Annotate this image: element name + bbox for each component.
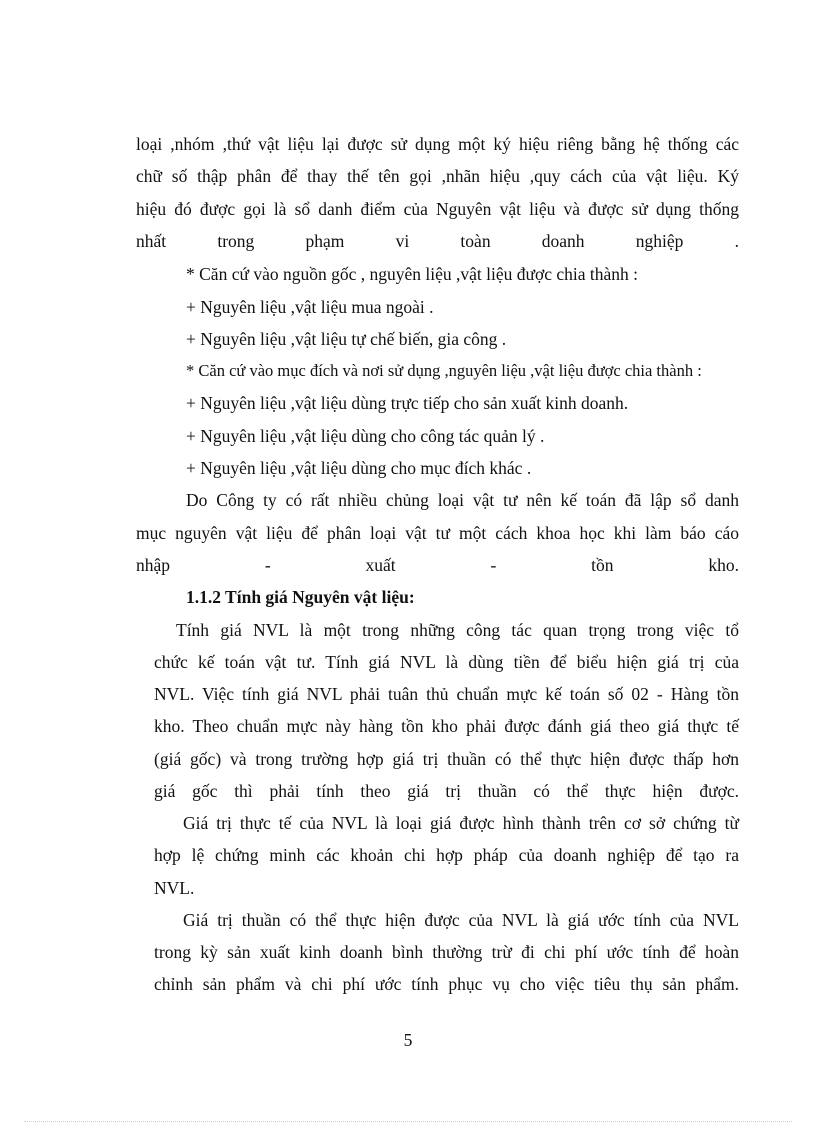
bullet-line: * Căn cứ vào nguồn gốc , nguyên liệu ,vật liệu được chia thành : xyxy=(186,264,639,284)
page-separator xyxy=(24,1121,792,1122)
bullet-line: * Căn cứ vào mục đích và nơi sử dụng ,nguyên liệu ,vật liệu được chia thành : xyxy=(186,361,702,380)
text-line: (giá gốc) và trong trường hợp giá trị thuần có thể thực hiện được thấp hơn xyxy=(154,749,739,769)
list-item: + Nguyên liệu ,vật liệu tự chế biến, gia công . xyxy=(186,329,507,349)
text-line: NVL. Việc tính giá NVL phải tuân thủ chuẩn mực kế toán số 02 - Hàng tồn xyxy=(154,684,739,704)
text-line: Tính giá NVL là một trong những công tác quan trọng trong việc tổ xyxy=(176,620,739,640)
text-line: mục nguyên vật liệu để phân loại vật tư một cách khoa học khi làm báo cáo xyxy=(136,523,739,543)
text-line: nhất trong phạm vi toàn doanh nghiệp . xyxy=(136,231,739,251)
text-line: Giá trị thuần có thể thực hiện được của NVL là giá ước tính của NVL xyxy=(183,910,739,930)
section-heading: 1.1.2 Tính giá Nguyên vật liệu: xyxy=(186,587,415,607)
text-line: chữ số thập phân để thay thế tên gọi ,nhãn hiệu ,quy cách của vật liệu. Ký xyxy=(136,166,739,186)
text-line: Giá trị thực tế của NVL là loại giá được hình thành trên cơ sở chứng từ xyxy=(183,813,739,833)
text-line: chỉnh sản phẩm và chi phí ước tính phục vụ cho việc tiêu thụ sản phẩm. xyxy=(154,974,739,994)
text-line: loại ,nhóm ,thứ vật liệu lại được sử dụng một ký hiệu riêng bằng hệ thống các xyxy=(136,134,739,154)
text-line: giá gốc thì phải tính theo giá trị thuần có thể thực hiện được. xyxy=(154,781,739,801)
text-line: chức kế toán vật tư. Tính giá NVL là dùng tiền để biểu hiện giá trị của xyxy=(154,652,739,672)
text-line: nhập - xuất - tồn kho. xyxy=(136,555,739,575)
text-line: kho. Theo chuẩn mực này hàng tồn kho phải được đánh giá theo giá thực tế xyxy=(154,716,739,736)
text-line: hiệu đó được gọi là sổ danh điểm của Nguyên vật liệu và được sử dụng thống xyxy=(136,199,739,219)
list-item: + Nguyên liệu ,vật liệu dùng cho mục đích khác . xyxy=(186,458,532,478)
list-item: + Nguyên liệu ,vật liệu dùng trực tiếp cho sản xuất kinh doanh. xyxy=(186,393,629,413)
text-line: trong kỳ sản xuất kinh doanh bình thường trừ đi chi phí ước tính để hoàn xyxy=(154,942,739,962)
list-item: + Nguyên liệu ,vật liệu mua ngoài . xyxy=(186,297,434,317)
text-line: hợp lệ chứng minh các khoản chi hợp pháp của doanh nghiệp để tạo ra xyxy=(154,845,739,865)
text-line: Do Công ty có rất nhiều chủng loại vật tư nên kế toán đã lập sổ danh xyxy=(186,490,739,510)
page-number: 5 xyxy=(403,1030,413,1050)
text-line: NVL. xyxy=(154,878,195,898)
list-item: + Nguyên liệu ,vật liệu dùng cho công tác quản lý . xyxy=(186,426,545,446)
